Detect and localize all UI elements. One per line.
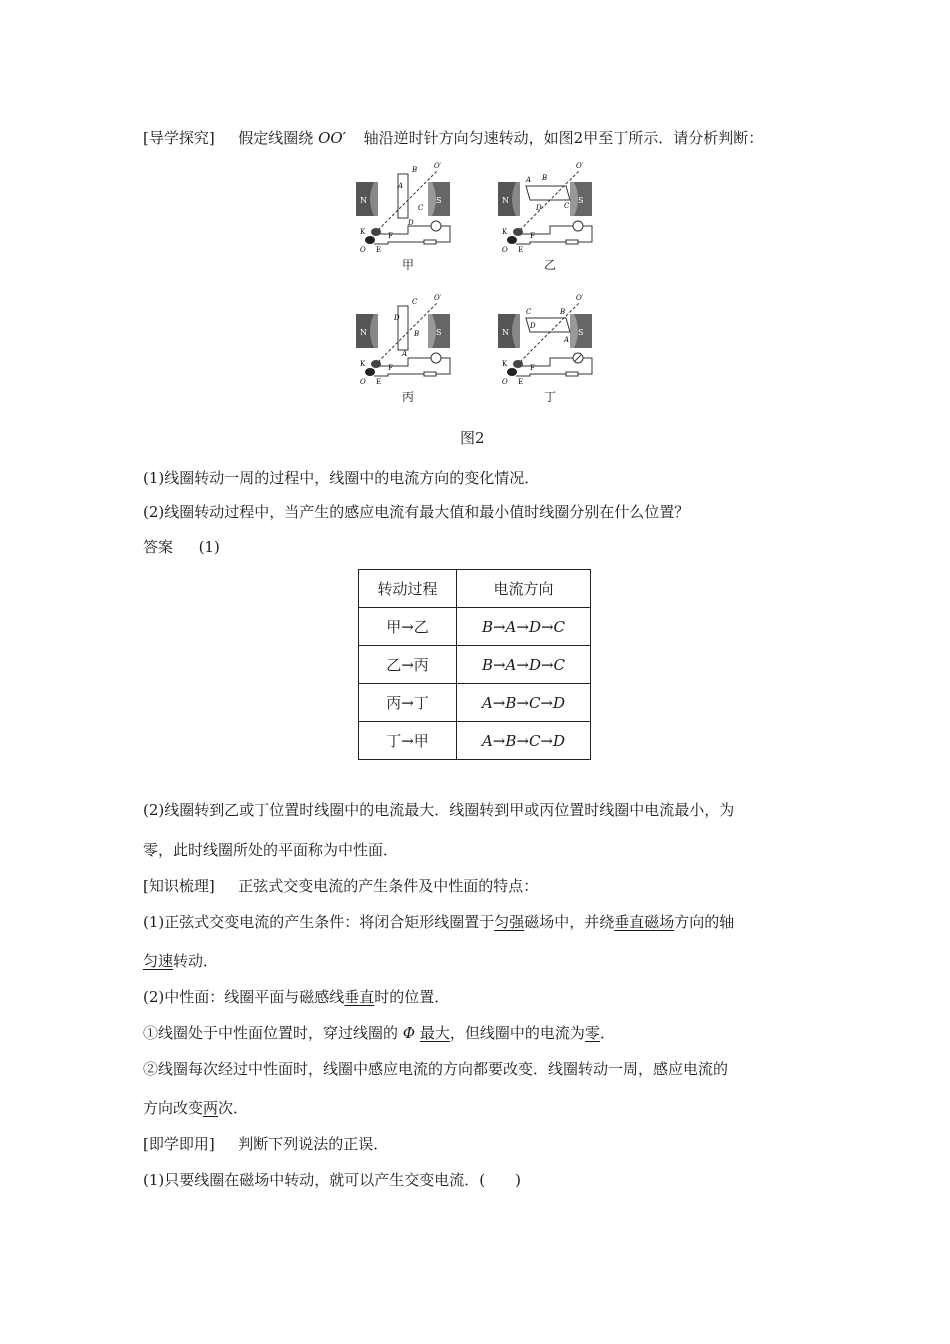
underlined-answer: 垂直磁场 xyxy=(614,913,675,931)
svg-text:C: C xyxy=(564,202,570,210)
answer-table xyxy=(358,569,591,760)
intro-text-a: 假定线圈绕 xyxy=(238,129,314,147)
svg-text:B: B xyxy=(560,308,566,316)
text-span: ，但线圈中的电流为 xyxy=(449,1024,585,1042)
svg-text:N: N xyxy=(360,328,367,337)
table-cell: A→B→C→D xyxy=(457,684,591,722)
phi-symbol: Φ xyxy=(402,1024,416,1042)
svg-text:K: K xyxy=(502,360,508,368)
table-cell: A→B→C→D xyxy=(457,722,591,760)
generator-diagram-ding xyxy=(490,292,610,387)
table-row xyxy=(359,722,591,760)
svg-text:K: K xyxy=(360,228,366,236)
answer-part2-line1: (2)线圈转到乙或丁位置时线圈中的电流最大．线圈转到甲或丙位置时线圈中电流最小，为 xyxy=(143,801,735,819)
text-span: (1)正弦式交变电流的产生条件：将闭合矩形线圈置于 xyxy=(143,913,495,931)
table-cell: 丙→丁 xyxy=(359,684,457,722)
svg-text:E: E xyxy=(376,246,382,254)
generator-diagram-yi xyxy=(490,160,610,255)
svg-text:D: D xyxy=(530,322,536,330)
table-cell: B→A→D→C xyxy=(457,646,591,684)
generator-diagram-bing xyxy=(348,292,468,387)
table-cell: 乙→丙 xyxy=(359,646,457,684)
svg-text:C: C xyxy=(412,298,418,306)
question-2: (2)线圈转动过程中，当产生的感应电流有最大值和最小值时线圈分别在什么位置？ xyxy=(143,503,690,521)
svg-text:N: N xyxy=(502,196,509,205)
text-span: 方向改变 xyxy=(143,1099,204,1117)
panel-bing xyxy=(348,292,468,402)
text-span: ①线圈处于中性面位置时，穿过线圈的 xyxy=(143,1024,399,1042)
svg-text:C: C xyxy=(526,308,532,316)
svg-text:K: K xyxy=(502,228,508,236)
text-span: (2)中性面：线圈平面与磁感线 xyxy=(143,988,345,1006)
text-span: 转动． xyxy=(173,952,219,970)
svg-text:D: D xyxy=(536,204,542,212)
panel-caption-jia: 甲 xyxy=(401,258,414,272)
statement-1: (1)只要线圈在磁场中转动，就可以产生交变电流．( ) xyxy=(143,1171,521,1189)
svg-text:A: A xyxy=(526,176,532,184)
point-1 xyxy=(143,1023,615,1043)
panel-caption-ding: 丁 xyxy=(543,390,556,404)
svg-text:F: F xyxy=(530,364,535,372)
text-span: 时的位置． xyxy=(374,988,450,1006)
practice-heading xyxy=(143,1134,388,1154)
svg-text:O: O xyxy=(360,246,366,254)
question-1: (1)线圈转动一周的过程中，线圈中的电流方向的变化情况． xyxy=(143,469,540,487)
table-header-row xyxy=(359,570,591,608)
underlined-answer: 匀速 xyxy=(143,952,174,970)
svg-text:O: O xyxy=(502,378,508,386)
text-span: ． xyxy=(599,1024,615,1042)
svg-text:O: O xyxy=(502,246,508,254)
svg-text:D: D xyxy=(394,314,400,322)
panel-ding xyxy=(490,292,610,402)
figure-title: 图2 xyxy=(460,429,485,447)
table-row xyxy=(359,608,591,646)
practice-tag: [即学即用] xyxy=(143,1135,215,1153)
svg-text:B: B xyxy=(412,166,418,174)
text-span: 磁场中，并绕 xyxy=(524,913,615,931)
text-span: 次． xyxy=(218,1099,249,1117)
intro-text-b: 轴沿逆时针方向匀速转动，如图2甲至丁所示．请分析判断： xyxy=(363,129,764,147)
table-header: 转动过程 xyxy=(359,570,457,608)
panel-caption-bing: 丙 xyxy=(401,390,414,404)
intro-line xyxy=(143,128,763,148)
svg-text:S: S xyxy=(436,196,442,205)
svg-text:K: K xyxy=(360,360,366,368)
svg-text:F: F xyxy=(388,232,393,240)
knowledge-intro: 正弦式交变电流的产生条件及中性面的特点： xyxy=(238,877,539,895)
generator-figure xyxy=(340,160,610,410)
svg-text:B: B xyxy=(414,330,420,338)
table-header: 电流方向 xyxy=(457,570,591,608)
svg-text:S: S xyxy=(578,196,584,205)
point-2-line1: ②线圈每次经过中性面时，线圈中感应电流的方向都要改变．线圈转动一周，感应电流的 xyxy=(143,1060,729,1078)
svg-text:E: E xyxy=(518,378,524,386)
answer-label: 答案 xyxy=(143,538,174,556)
svg-text:O′: O′ xyxy=(576,294,584,302)
table-row xyxy=(359,646,591,684)
svg-text:O′: O′ xyxy=(434,162,442,170)
svg-text:N: N xyxy=(502,328,509,337)
svg-text:A: A xyxy=(402,350,408,358)
svg-text:A: A xyxy=(398,182,404,190)
underlined-answer: 最大 xyxy=(419,1024,450,1042)
underlined-answer: 匀强 xyxy=(494,913,525,931)
panel-yi xyxy=(490,160,610,270)
condition-1-line2 xyxy=(143,951,218,971)
svg-text:O′: O′ xyxy=(576,162,584,170)
svg-text:B: B xyxy=(542,174,548,182)
svg-text:E: E xyxy=(518,246,524,254)
svg-text:E: E xyxy=(376,378,382,386)
answer-part2-line2: 零，此时线圈所处的平面称为中性面． xyxy=(143,841,399,859)
svg-text:O: O xyxy=(360,378,366,386)
text-span: 方向的轴 xyxy=(674,913,735,931)
knowledge-tag: [知识梳理] xyxy=(143,877,215,895)
svg-text:A: A xyxy=(564,336,570,344)
underlined-answer: 零 xyxy=(584,1024,600,1042)
svg-text:D: D xyxy=(408,219,414,227)
underlined-answer: 两 xyxy=(203,1099,219,1117)
svg-text:S: S xyxy=(578,328,584,337)
table-cell: 甲→乙 xyxy=(359,608,457,646)
answer-heading xyxy=(143,537,220,557)
svg-text:N: N xyxy=(360,196,367,205)
panel-caption-yi: 乙 xyxy=(543,258,556,272)
axis-label: OO′ xyxy=(318,129,347,147)
underlined-answer: 垂直 xyxy=(344,988,375,1006)
table-row xyxy=(359,684,591,722)
practice-intro: 判断下列说法的正误． xyxy=(238,1135,389,1153)
panel-jia xyxy=(348,160,468,270)
svg-text:O′: O′ xyxy=(434,294,442,302)
knowledge-heading xyxy=(143,876,538,896)
condition-2 xyxy=(143,987,449,1007)
intro-tag: [导学探究] xyxy=(143,129,215,147)
generator-diagram-jia xyxy=(348,160,468,255)
svg-text:C: C xyxy=(418,204,424,212)
answer-number: (1) xyxy=(198,538,220,556)
table-cell: 丁→甲 xyxy=(359,722,457,760)
svg-text:S: S xyxy=(436,328,442,337)
svg-text:F: F xyxy=(388,364,393,372)
condition-1-line1 xyxy=(143,912,734,932)
svg-text:F: F xyxy=(530,232,535,240)
point-2-line2 xyxy=(143,1098,248,1118)
table-cell: B→A→D→C xyxy=(457,608,591,646)
